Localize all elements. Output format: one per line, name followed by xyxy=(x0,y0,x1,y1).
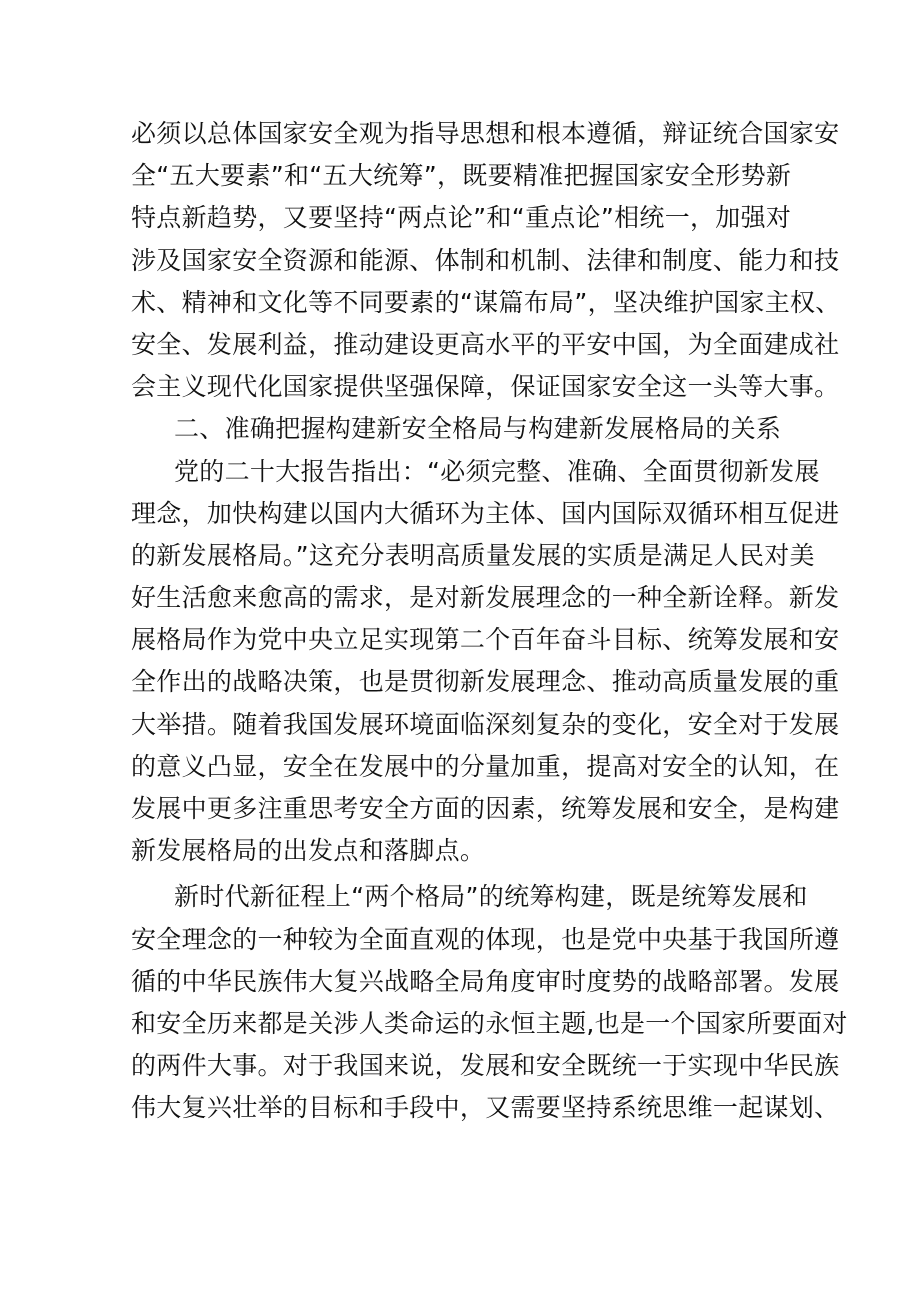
document-body xyxy=(131,113,848,1130)
text-line: 党的二十大报告指出：“必须完整、准确、全面贯彻新发展 xyxy=(174,456,820,486)
text-line: 安全理念的一种较为全面直观的体现，也是党中央基于我国所遵 xyxy=(131,924,840,954)
text-line: 会主义现代化国家提供坚强保障，保证国家安全这一头等大事。 xyxy=(131,372,840,402)
text-line: 新发展格局的出发点和落脚点。 xyxy=(131,836,486,866)
text-line: 必须以总体国家安全观为指导思想和根本遵循，辩证统合国家安 xyxy=(131,119,840,148)
text-line: 特点新趋势，又要坚持“两点论”和“重点论”相统一，加强对 xyxy=(131,203,792,233)
text-line: 涉及国家安全资源和能源、体制和机制、法律和制度、能力和技 xyxy=(131,245,840,275)
section-heading: 二、准确把握构建新安全格局与构建新发展格局的关系 xyxy=(174,414,782,444)
text-line: 的两件大事。对于我国来说，发展和安全既统一于实现中华民族 xyxy=(131,1051,840,1081)
text-line: 新时代新征程上“两个格局”的统筹构建，既是统筹发展和 xyxy=(174,882,808,912)
text-line: 和安全历来都是关涉人类命运的永恒主题,也是一个国家所要面对 xyxy=(131,1008,848,1038)
text-line: 安全、发展利益，推动建设更高水平的平安中国，为全面建成社 xyxy=(131,329,840,359)
text-line: 术、精神和文化等不同要素的“谋篇布局”，坚决维护国家主权、 xyxy=(131,287,841,317)
text-line: 循的中华民族伟大复兴战略全局角度审时度势的战略部署。发展 xyxy=(131,966,840,996)
text-line: 伟大复兴壮举的目标和手段中，又需要坚持系统思维一起谋划、 xyxy=(131,1093,840,1123)
text-line: 大举措。随着我国发展环境面临深刻复杂的变化，安全对于发展 xyxy=(131,709,840,739)
text-line: 全作出的战略决策，也是贯彻新发展理念、推动高质量发展的重 xyxy=(131,667,840,697)
text-line: 好生活愈来愈高的需求，是对新发展理念的一种全新诠释。新发 xyxy=(131,583,840,613)
text-line: 全“五大要素”和“五大统筹”，既要精准把握国家安全形势新 xyxy=(131,161,792,191)
text-line: 理念，加快构建以国内大循环为主体、国内国际双循环相互促进 xyxy=(131,498,840,528)
text-line: 的新发展格局。”这充分表明高质量发展的实质是满足人民对美 xyxy=(131,540,815,570)
text-line: 的意义凸显，安全在发展中的分量加重，提高对安全的认知，在 xyxy=(131,751,840,781)
text-line: 发展中更多注重思考安全方面的因素，统筹发展和安全，是构建 xyxy=(131,794,840,823)
text-line: 展格局作为党中央立足实现第二个百年奋斗目标、统筹发展和安 xyxy=(131,625,840,655)
